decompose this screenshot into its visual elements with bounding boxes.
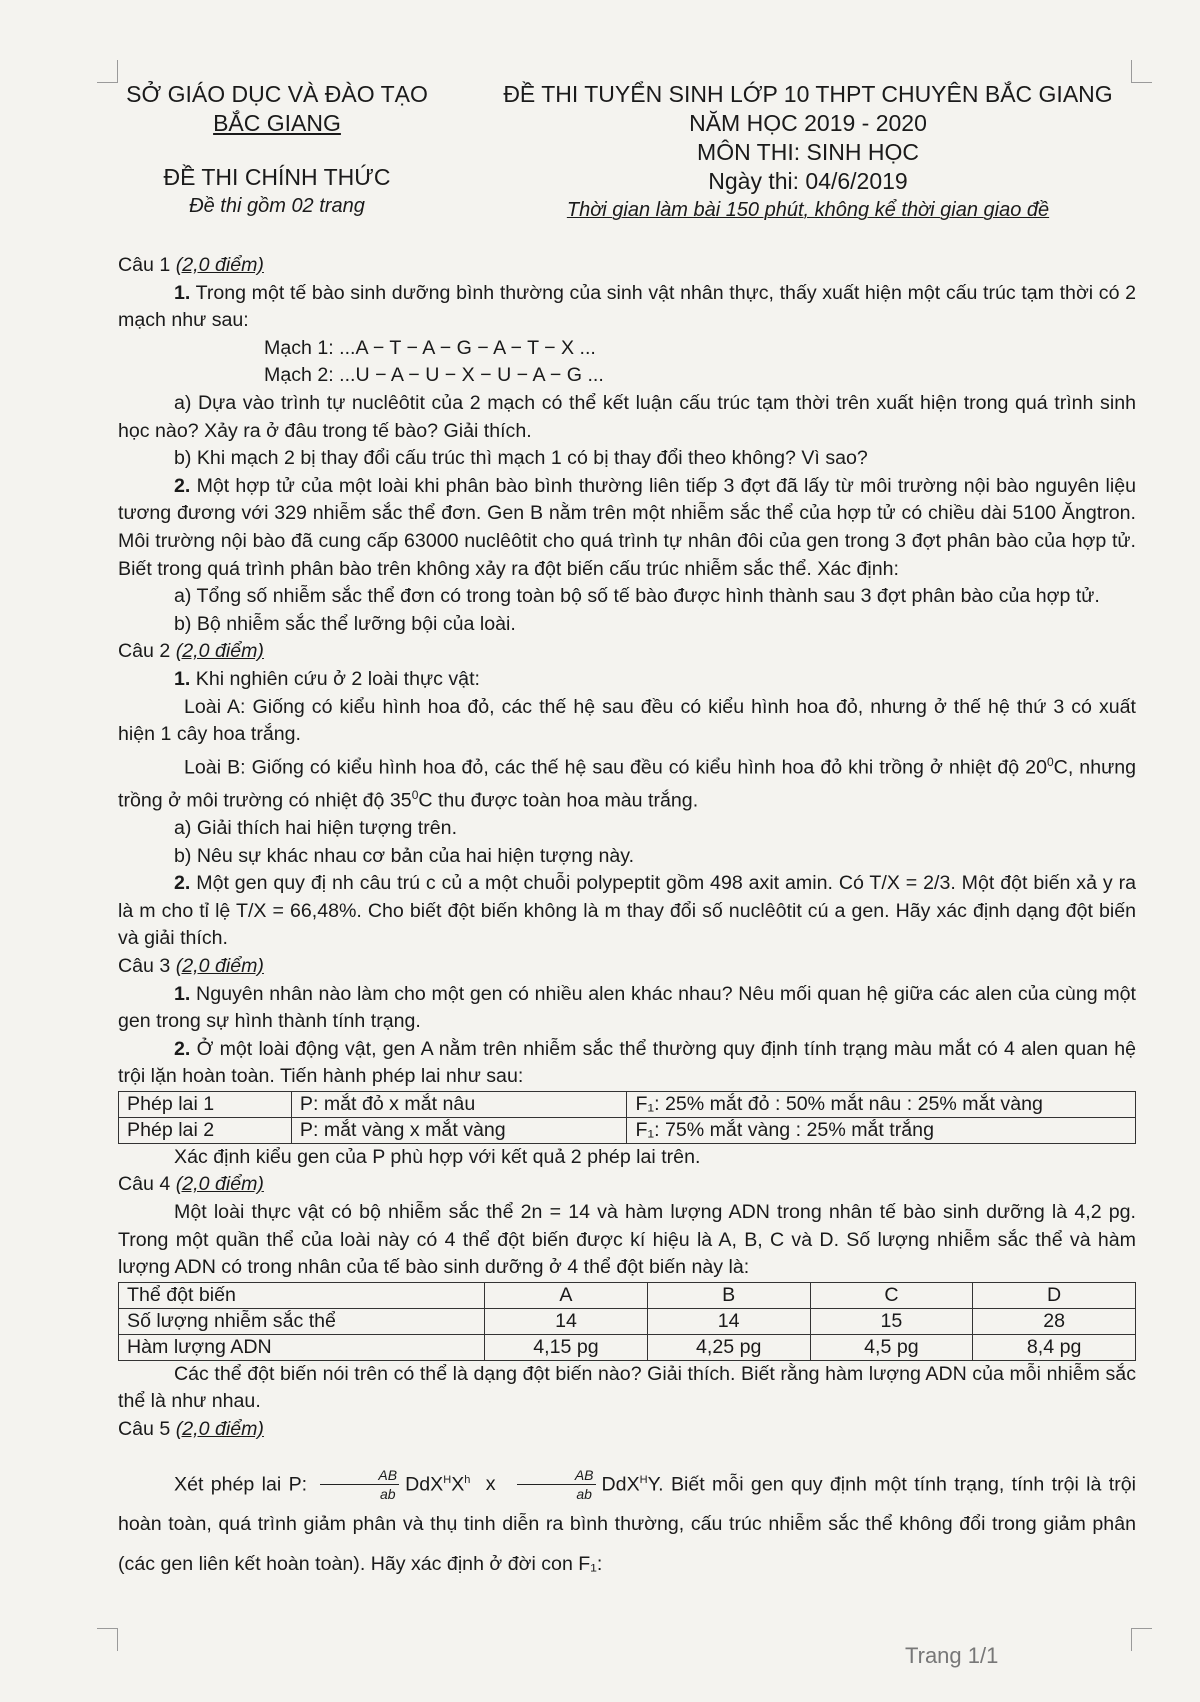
question-5-heading: Câu 5 (2,0 điểm) (118, 1418, 264, 1441)
table-row (119, 1308, 1136, 1334)
table-row (119, 1091, 1136, 1117)
table-cell: 4,25 pg (647, 1334, 810, 1360)
table-cell: 15 (810, 1308, 973, 1334)
exam-date: Ngày thi: 04/6/2019 (708, 168, 908, 194)
q2-species-a: Loài A: Giống có kiểu hình hoa đỏ, các thế hệ sau đều có kiểu hình hoa đỏ, nhưng ở thế hệ thứ 3 có xuất hiện 1 cây hoa trắng. (118, 695, 1136, 746)
q2-species-b: Loài B: Giống có kiểu hình hoa đỏ, các thế hệ sau đều có kiểu hình hoa đỏ khi trồng ở nhiệt độ $20^0C$, nhưng trồng ở môi trường có nhiệt độ $35^0C$ thu được toàn hoa màu trắng. (118, 754, 1137, 812)
table-cell: P: mắt vàng x mắt vàng (291, 1117, 627, 1143)
page-count-note: Đề thi gồm 02 trang (189, 195, 365, 217)
table-row (119, 1117, 1136, 1143)
q2-part2-text: 2. Một gen quy đị nh câu trú c củ a một chuỗi polypeptit gồm 498 axit amin. Có T/X = 2/3. Một đột biến xả y ra là m cho tỉ lệ T/X = 66,48%. Cho biết đột biến không là m thay đổi số nuclêôtit cú a gen. Hãy xác định dạng đột biến và giải thích. (118, 872, 1137, 950)
table-cell: D (973, 1282, 1136, 1308)
table-cell: F₁: 25% mắt đỏ : 50% mắt nâu : 25% mắt vàng (627, 1091, 1136, 1117)
q4-text: Một loài thực vật có bộ nhiễm sắc thể 2n = 14 và hàm lượng ADN trong nhân tế bào sinh dưỡng là 4,2 pg. Trong một quần thể của loài này có 4 thể đột biến được kí hiệu là A, B, C và D. Số lượng nhiễm sắc thể và hàm lượng ADN có trong nhân của tế bào sinh dưỡng ở 4 thể đột biến này là: (118, 1201, 1136, 1279)
department-name: SỞ GIÁO DỤC VÀ ĐÀO TẠO (126, 81, 428, 107)
q1-part1-text: 1. Trong một tế bào sinh dưỡng bình thường của sinh vật nhân thực, thấy xuất hiện một cấu trúc tạm thời có 2 mạch như sau: (118, 281, 1136, 332)
table-cell: 14 (647, 1308, 810, 1334)
question-3-heading: Câu 3 (2,0 điểm) (118, 954, 264, 977)
question-2-heading: Câu 2 (2,0 điểm) (118, 640, 264, 663)
table-cell: C (810, 1282, 973, 1308)
q2-sub-a: a) Giải thích hai hiện tượng trên. (174, 816, 458, 839)
table-cell: Số lượng nhiễm sắc thể (119, 1308, 485, 1334)
school-year: NĂM HỌC 2019 - 2020 (689, 110, 927, 136)
page-number: Trang 1/1 (905, 1643, 999, 1668)
table-cell: Thể đột biến (119, 1282, 485, 1308)
genotype-fraction: $\frac{AB}{ab}$ (320, 1466, 399, 1503)
table-cell: 4,15 pg (485, 1334, 648, 1360)
time-limit: Thời gian làm bài 150 phút, không kể thời gian giao đề (566, 199, 1050, 221)
subject: MÔN THI: SINH HỌC (697, 139, 919, 165)
header-right (478, 80, 1138, 225)
table-cell: Hàm lượng ADN (119, 1334, 485, 1360)
q5-cross-line: Xét phép lai P: $\frac{AB}{ab}$ $DdX^HX^h$ x $\frac{AB}{ab}$ DdX$^H$Y. Biết mỗi gen quy định một tính trạng, tính trội là trội hoàn toàn, quá trình giảm phân và thụ tinh diễn ra bình thường, cấu trúc nhiễm sắc thể không đổi trong giảm phân (các gen liên kết hoàn toàn). Hãy xác định ở đời con F₁: (118, 1467, 1136, 1576)
q1-part2-text: 2. Một hợp tử của một loài khi phân bào bình thường liên tiếp 3 đợt đã lấy từ môi trường nội bào nguyên liệu tương đương với 329 nhiễm sắc thể đơn. Gen B nằm trên một nhiễm sắc thể của hợp tử có chiều dài 5100 Ăngtron. Môi trường nội bào đã cung cấp 63000 nuclêôtit cho quá trình tự nhân đôi của gen trong 3 đợt phân bào của hợp tử. Biết trong quá trình phân bào trên không xảy ra đột biến cấu trúc nhiễm sắc thể. Xác định: (118, 474, 1136, 580)
q1-part2-sub-a: a) Tổng số nhiễm sắc thể đơn có trong toàn bộ số tế bào được hình thành sau 3 đợt phân bào của hợp tử. (174, 585, 1100, 608)
table-cell: Phép lai 1 (119, 1091, 292, 1117)
q4-after-table: Các thể đột biến nói trên có thể là dạng đột biến nào? Giải thích. Biết rằng hàm lượng ADN của mỗi nhiễm sắc thể là như nhau. (118, 1362, 1136, 1413)
q2-part1-text: 1. Khi nghiên cứu ở 2 loài thực vật: (174, 667, 480, 690)
q3-part1-text: 1. Nguyên nhân nào làm cho một gen có nhiều alen khác nhau? Nêu mối quan hệ giữa các alen của cùng một gen trong sự hình thành tính trạng. (118, 982, 1136, 1033)
q1-strand-1: Mạch 1: ...A − T − A − G − A − T − X ... (264, 336, 596, 359)
q3-cross-table (118, 1091, 1136, 1144)
table-cell: 4,5 pg (810, 1334, 973, 1360)
question-4-heading: Câu 4 (2,0 điểm) (118, 1173, 264, 1196)
table-cell: 14 (485, 1308, 648, 1334)
q3-part2-text: 2. Ở một loài động vật, gen A nằm trên nhiễm sắc thể thường quy định tính trạng màu mắt có 4 alen quan hệ trội lặn hoàn toàn. Tiến hành phép lai như sau: (118, 1037, 1136, 1088)
table-cell: Phép lai 2 (119, 1117, 292, 1143)
official-exam-label: ĐỀ THI CHÍNH THỨC (163, 164, 391, 190)
table-row (119, 1334, 1136, 1360)
q1-part2-sub-b: b) Bộ nhiễm sắc thể lưỡng bội của loài. (174, 612, 516, 635)
exam-body (118, 252, 1136, 1594)
table-cell: 8,4 pg (973, 1334, 1136, 1360)
exam-title: ĐỀ THI TUYỂN SINH LỚP 10 THPT CHUYÊN BẮC GIANG (503, 81, 1113, 107)
genotype-fraction: $\frac{AB}{ab}$ (517, 1466, 596, 1503)
table-cell: P: mắt đỏ x mắt nâu (291, 1091, 627, 1117)
question-1-heading: Câu 1 (2,0 điểm) (118, 254, 264, 276)
table-cell: B (647, 1282, 810, 1308)
q1-sub-a: a) Dựa vào trình tự nuclêôtit của 2 mạch có thể kết luận cấu trúc tạm thời trên xuất hiện trong quá trình sinh học nào? Xảy ra ở đâu trong tế bào? Giải thích. (118, 391, 1136, 442)
province-name: BẮC GIANG (213, 110, 341, 136)
q3-after-table: Xác định kiểu gen của P phù hợp với kết quả 2 phép lai trên. (174, 1145, 701, 1168)
table-cell: 28 (973, 1308, 1136, 1334)
q1-sub-b: b) Khi mạch 2 bị thay đổi cấu trúc thì mạch 1 có bị thay đổi theo không? Vì sao? (174, 447, 868, 470)
header-left (112, 80, 442, 221)
table-cell: A (485, 1282, 648, 1308)
crop-mark-bottom-left (97, 1628, 118, 1651)
q2-sub-b: b) Nêu sự khác nhau cơ bản của hai hiện tượng này. (174, 844, 635, 867)
table-cell: F₁: 75% mắt vàng : 25% mắt trắng (627, 1117, 1136, 1143)
crop-mark-bottom-right (1131, 1628, 1152, 1651)
q4-mutant-table (118, 1282, 1136, 1361)
q1-strand-2: Mạch 2: ...U − A − U − X − U − A − G ... (264, 364, 604, 387)
table-row (119, 1282, 1136, 1308)
